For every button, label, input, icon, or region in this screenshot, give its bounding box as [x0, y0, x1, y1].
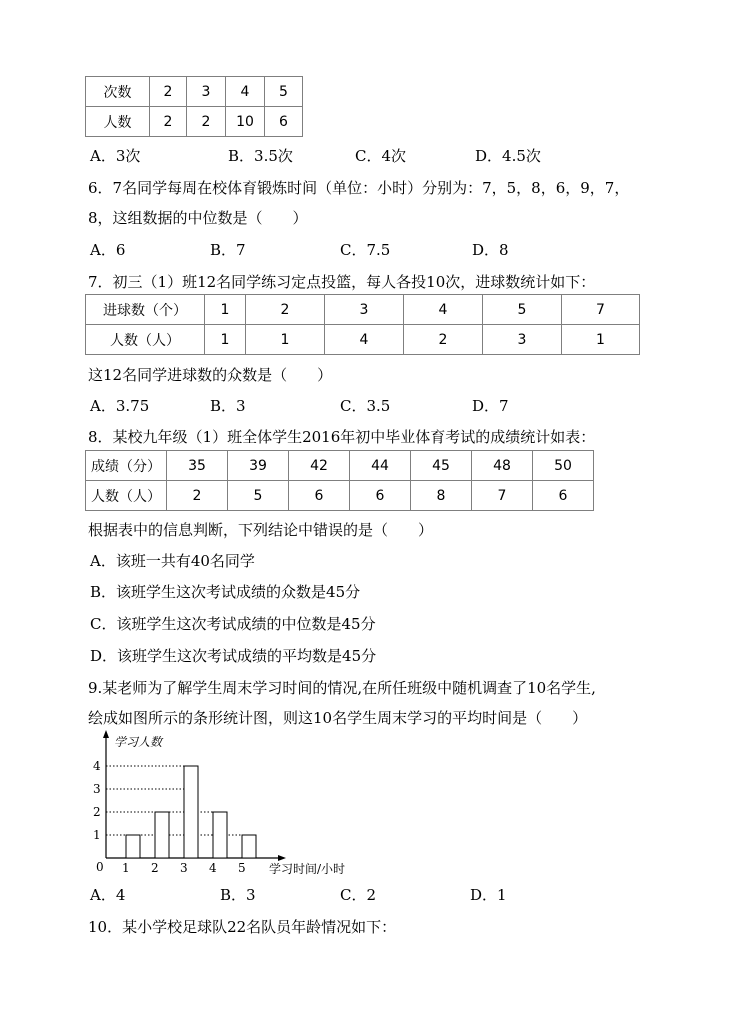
- table-cell: 1: [205, 295, 246, 325]
- table-cell: 42: [289, 451, 350, 481]
- question-6-text: 8，这组数据的中位数是（ ）: [88, 209, 308, 227]
- table-cell: 48: [472, 451, 533, 481]
- option-b: B．3.5次: [228, 147, 293, 165]
- table-cell: 10: [226, 107, 265, 137]
- option-a: A．该班一共有40名同学: [90, 552, 255, 570]
- option-c: C．4次: [355, 147, 407, 165]
- x-axis-arrow-icon: [278, 855, 286, 861]
- table-row: [86, 325, 640, 355]
- bar: [126, 835, 140, 858]
- x-tick-label: 3: [180, 861, 188, 875]
- table-cell: 39: [228, 451, 289, 481]
- question-7-text: 7．初三（1）班12名同学练习定点投篮，每人各投10次，进球数统计如下：: [88, 273, 596, 291]
- table-cell: 4: [226, 77, 265, 107]
- option-b: B．7: [210, 241, 246, 259]
- table-cell: 3: [325, 295, 404, 325]
- table-cell: 3: [187, 77, 226, 107]
- question-6-text: 6．7名同学每周在校体育锻炼时间（单位：小时）分别为：7，5，8，6，9，7，: [88, 179, 630, 197]
- table-cell: 6: [289, 481, 350, 511]
- table-cell: 50: [533, 451, 594, 481]
- table-cell: 7: [562, 295, 640, 325]
- table-cell: 人数（人）: [86, 325, 205, 355]
- option-d: D．7: [472, 397, 509, 415]
- table-cell: 2: [150, 107, 187, 137]
- table-cell: 5: [483, 295, 562, 325]
- origin-label: 0: [96, 860, 104, 874]
- option-a: A．3次: [90, 147, 141, 165]
- table-cell: 人数（人）: [86, 481, 167, 511]
- y-tick-label: 2: [93, 805, 101, 819]
- option-d: D．1: [470, 886, 507, 904]
- option-c: C．7.5: [340, 241, 391, 259]
- table-cell: 1: [246, 325, 325, 355]
- option-b: B．该班学生这次考试成绩的众数是45分: [90, 583, 361, 601]
- bar: [213, 812, 227, 858]
- table-cell: 3: [483, 325, 562, 355]
- q8-table: [85, 450, 594, 511]
- option-c: C．3.5: [340, 397, 391, 415]
- question-10-text: 10．某小学校足球队22名队员年龄情况如下：: [88, 918, 397, 936]
- bar: [155, 812, 169, 858]
- y-tick-label: 1: [93, 828, 101, 842]
- table-row: [86, 451, 594, 481]
- table-cell: 5: [265, 77, 303, 107]
- table-cell: 2: [167, 481, 228, 511]
- q7-table: [85, 294, 640, 355]
- option-d: D．4.5次: [475, 147, 541, 165]
- question-9-text: 绘成如图所示的条形统计图，则这10名学生周末学习的平均时间是（ ）: [88, 709, 588, 727]
- option-d: D．8: [472, 241, 509, 259]
- x-tick-label: 2: [151, 861, 159, 875]
- table-cell: 人数: [86, 107, 150, 137]
- y-axis-label: 学习人数: [114, 735, 163, 749]
- y-tick-label: 4: [93, 759, 101, 773]
- bar-chart: [80, 728, 380, 880]
- table-cell: 7: [472, 481, 533, 511]
- table-cell: 8: [411, 481, 472, 511]
- table-cell: 6: [265, 107, 303, 137]
- y-axis-arrow-icon: [103, 730, 109, 738]
- table-cell: 4: [404, 295, 483, 325]
- x-tick-label: 1: [122, 861, 130, 875]
- x-tick-label: 4: [209, 861, 217, 875]
- table-row: [86, 107, 303, 137]
- option-b: B．3: [220, 886, 256, 904]
- table-cell: 成绩（分）: [86, 451, 167, 481]
- bar: [184, 766, 198, 858]
- option-a: A．6: [90, 241, 126, 259]
- table-cell: 2: [246, 295, 325, 325]
- option-b: B．3: [210, 397, 246, 415]
- table-cell: 次数: [86, 77, 150, 107]
- table-cell: 44: [350, 451, 411, 481]
- table-cell: 35: [167, 451, 228, 481]
- table-cell: 45: [411, 451, 472, 481]
- q5-table: [85, 76, 303, 137]
- table-cell: 6: [533, 481, 594, 511]
- y-tick-label: 3: [93, 782, 101, 796]
- question-8-text: 8．某校九年级（1）班全体学生2016年初中毕业体育考试的成绩统计如表：: [88, 428, 596, 446]
- table-cell: 4: [325, 325, 404, 355]
- bar: [242, 835, 256, 858]
- option-d: D．该班学生这次考试成绩的平均数是45分: [90, 647, 377, 665]
- table-cell: 进球数（个）: [86, 295, 205, 325]
- option-a: A．4: [90, 886, 126, 904]
- option-c: C．2: [340, 886, 377, 904]
- x-axis-label: 学习时间/小时: [269, 862, 346, 876]
- table-row: [86, 295, 640, 325]
- table-cell: 6: [350, 481, 411, 511]
- table-cell: 5: [228, 481, 289, 511]
- table-row: [86, 481, 594, 511]
- option-c: C．该班学生这次考试成绩的中位数是45分: [90, 615, 376, 633]
- question-9-text: 9.某老师为了解学生周末学习时间的情况,在所任班级中随机调查了10名学生,: [88, 679, 596, 697]
- table-cell: 2: [150, 77, 187, 107]
- table-cell: 1: [205, 325, 246, 355]
- table-cell: 2: [187, 107, 226, 137]
- table-cell: 2: [404, 325, 483, 355]
- option-a: A．3.75: [90, 397, 150, 415]
- table-cell: 1: [562, 325, 640, 355]
- question-8-stem: 根据表中的信息判断，下列结论中错误的是（ ）: [88, 521, 434, 539]
- x-tick-label: 5: [238, 861, 246, 875]
- table-row: [86, 77, 303, 107]
- question-7-stem: 这12名同学进球数的众数是（ ）: [88, 366, 333, 384]
